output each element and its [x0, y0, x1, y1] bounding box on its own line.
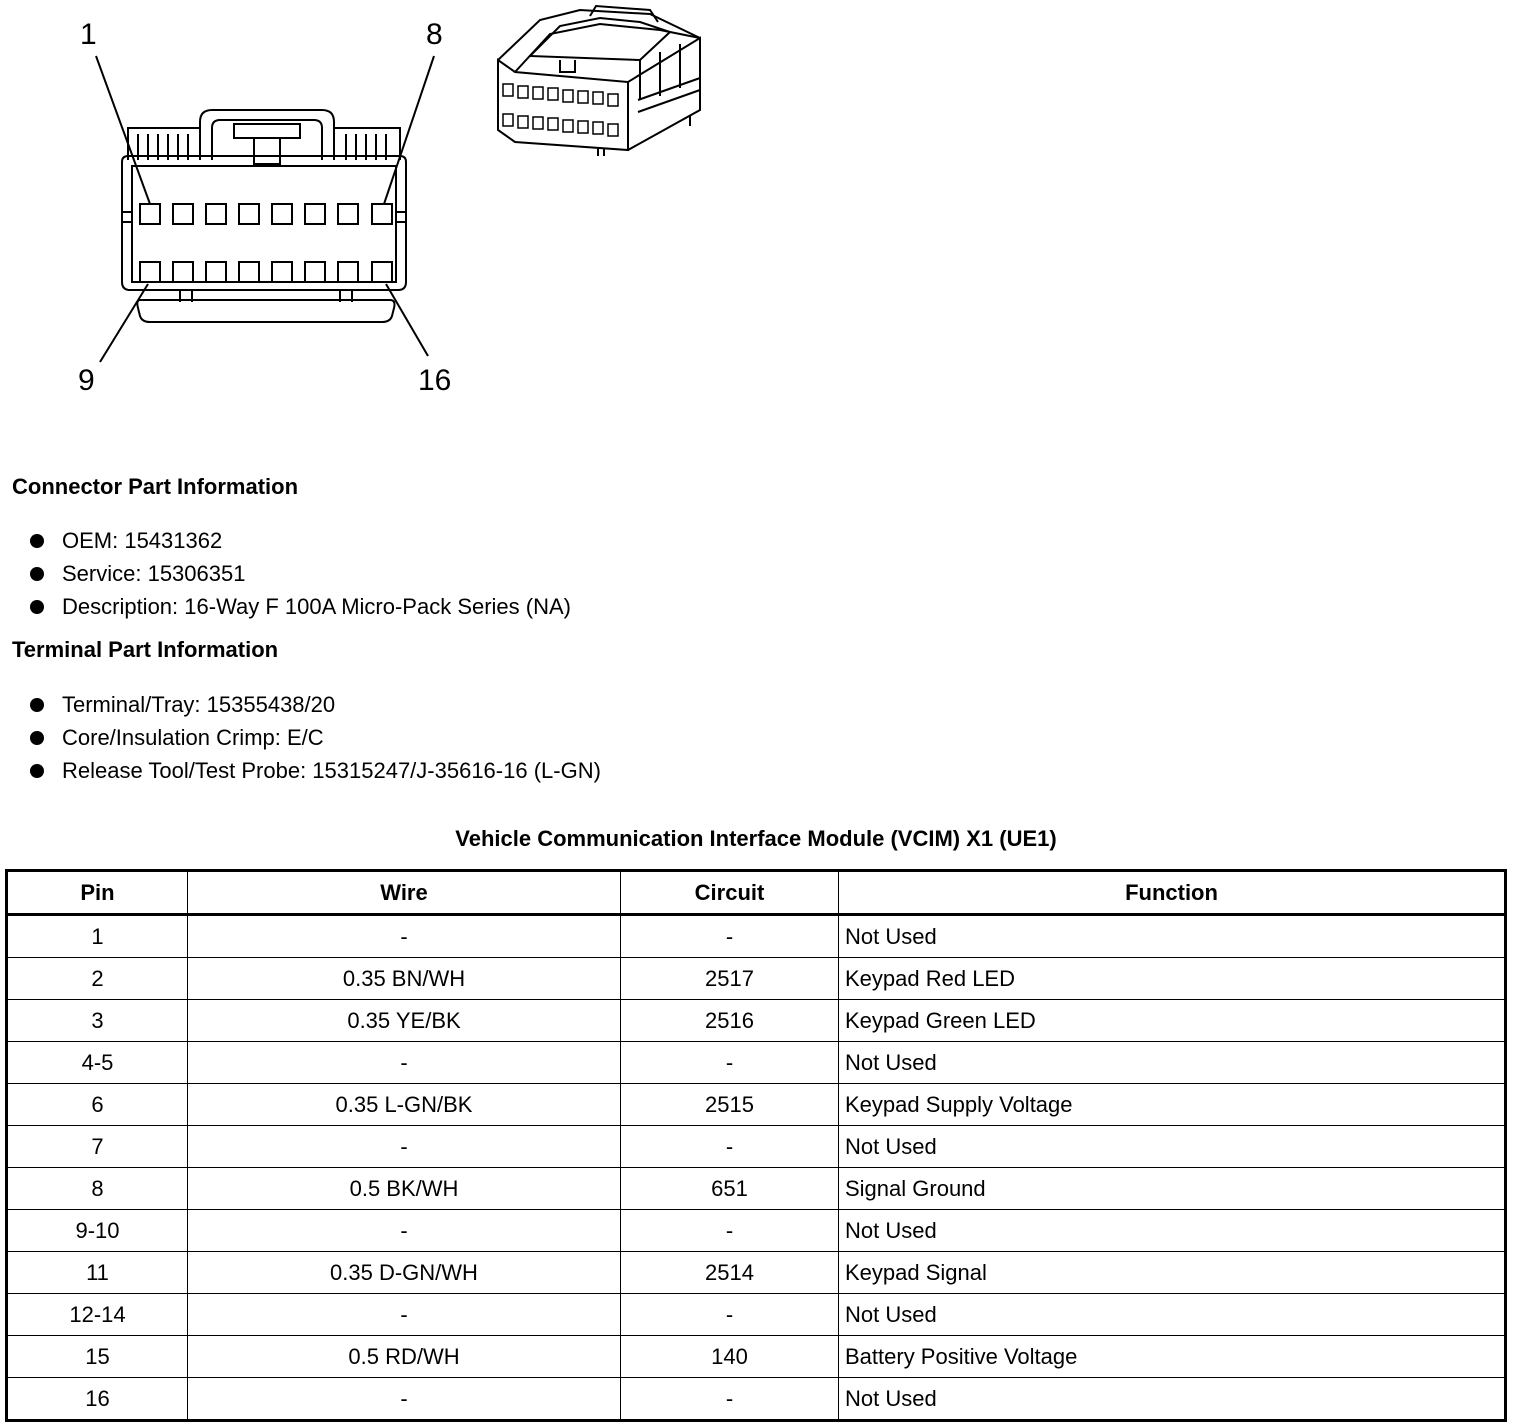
list-item [28, 524, 571, 557]
cell-wire: - [188, 1294, 621, 1336]
list-item-text: OEM: 15431362 [62, 528, 223, 553]
cell-pin: 3 [7, 1000, 188, 1042]
cell-wire: 0.35 D-GN/WH [188, 1252, 621, 1294]
cell-circuit: - [621, 1042, 839, 1084]
cell-pin: 1 [7, 915, 188, 958]
cell-pin: 4-5 [7, 1042, 188, 1084]
cell-circuit: - [621, 915, 839, 958]
list-item [28, 721, 601, 754]
pin-leader-lines [96, 56, 434, 362]
cell-pin: 8 [7, 1168, 188, 1210]
header-circuit: Circuit [621, 871, 839, 915]
terminal-cavities [140, 204, 392, 282]
cell-pin: 6 [7, 1084, 188, 1126]
pinout-table [5, 869, 1507, 1422]
cell-wire: 0.5 RD/WH [188, 1336, 621, 1378]
table-row [7, 958, 1506, 1000]
cell-wire: - [188, 1378, 621, 1421]
cell-pin: 9-10 [7, 1210, 188, 1252]
cell-function: Not Used [839, 1294, 1506, 1336]
cell-wire: 0.35 L-GN/BK [188, 1084, 621, 1126]
bullet-icon [30, 600, 44, 614]
table-row [7, 1042, 1506, 1084]
cell-function: Keypad Supply Voltage [839, 1084, 1506, 1126]
cell-function: Not Used [839, 1126, 1506, 1168]
cell-wire: - [188, 1126, 621, 1168]
cell-circuit: - [621, 1378, 839, 1421]
cell-pin: 2 [7, 958, 188, 1000]
list-item-text: Description: 16-Way F 100A Micro-Pack Series (NA) [62, 594, 571, 619]
pin-label-9: 9 [78, 364, 95, 397]
cell-circuit: 2517 [621, 958, 839, 1000]
connector-diagram [0, 0, 720, 410]
cell-circuit: 651 [621, 1168, 839, 1210]
cell-wire: 0.35 YE/BK [188, 1000, 621, 1042]
table-row [7, 1252, 1506, 1294]
cell-pin: 15 [7, 1336, 188, 1378]
table-title: Vehicle Communication Interface Module (VCIM) X1 (UE1) [455, 826, 1057, 851]
table-header-row [7, 871, 1506, 915]
cell-function: Keypad Signal [839, 1252, 1506, 1294]
bullet-icon [30, 698, 44, 712]
cell-function: Keypad Red LED [839, 958, 1506, 1000]
list-item [28, 557, 571, 590]
cell-circuit: 2516 [621, 1000, 839, 1042]
cell-function: Battery Positive Voltage [839, 1336, 1506, 1378]
bullet-icon [30, 764, 44, 778]
header-pin: Pin [7, 871, 188, 915]
list-item [28, 590, 571, 623]
table-row [7, 915, 1506, 958]
table-row [7, 1084, 1506, 1126]
isometric-cavities [503, 84, 618, 136]
cell-function: Not Used [839, 1378, 1506, 1421]
cell-wire: - [188, 915, 621, 958]
table-body [7, 915, 1506, 1421]
list-item-text: Core/Insulation Crimp: E/C [62, 725, 324, 750]
cell-circuit: - [621, 1210, 839, 1252]
bullet-icon [30, 731, 44, 745]
table-row [7, 1294, 1506, 1336]
pin-label-8: 8 [426, 18, 443, 51]
table-row [7, 1336, 1506, 1378]
cell-function: Not Used [839, 1210, 1506, 1252]
connector-info-list [28, 524, 571, 623]
table-row [7, 1210, 1506, 1252]
cell-function: Not Used [839, 1042, 1506, 1084]
connector-info-heading: Connector Part Information [12, 474, 299, 499]
cell-function: Not Used [839, 915, 1506, 958]
cell-function: Signal Ground [839, 1168, 1506, 1210]
list-item-text: Release Tool/Test Probe: 15315247/J-35616-16 (L-GN) [62, 758, 601, 783]
bullet-icon [30, 567, 44, 581]
cell-pin: 11 [7, 1252, 188, 1294]
bullet-icon [30, 534, 44, 548]
cell-wire: 0.35 BN/WH [188, 958, 621, 1000]
connector-face-view [122, 110, 406, 322]
cell-circuit: - [621, 1294, 839, 1336]
table-row [7, 1378, 1506, 1421]
cell-circuit: 2515 [621, 1084, 839, 1126]
list-item [28, 688, 601, 721]
cell-wire: 0.5 BK/WH [188, 1168, 621, 1210]
cell-function: Keypad Green LED [839, 1000, 1506, 1042]
cell-circuit: - [621, 1126, 839, 1168]
list-item-text: Service: 15306351 [62, 561, 246, 586]
cell-wire: - [188, 1210, 621, 1252]
pin-label-16: 16 [418, 364, 452, 397]
table-row [7, 1168, 1506, 1210]
table-row [7, 1000, 1506, 1042]
cell-pin: 7 [7, 1126, 188, 1168]
list-item [28, 754, 601, 787]
cell-circuit: 140 [621, 1336, 839, 1378]
header-function: Function [839, 871, 1506, 915]
cell-circuit: 2514 [621, 1252, 839, 1294]
pin-label-1: 1 [80, 18, 97, 51]
terminal-info-heading: Terminal Part Information [12, 637, 279, 662]
cell-pin: 12-14 [7, 1294, 188, 1336]
cell-wire: - [188, 1042, 621, 1084]
list-item-text: Terminal/Tray: 15355438/20 [62, 692, 336, 717]
cell-pin: 16 [7, 1378, 188, 1421]
table-row [7, 1126, 1506, 1168]
terminal-info-list [28, 688, 601, 787]
header-wire: Wire [188, 871, 621, 915]
